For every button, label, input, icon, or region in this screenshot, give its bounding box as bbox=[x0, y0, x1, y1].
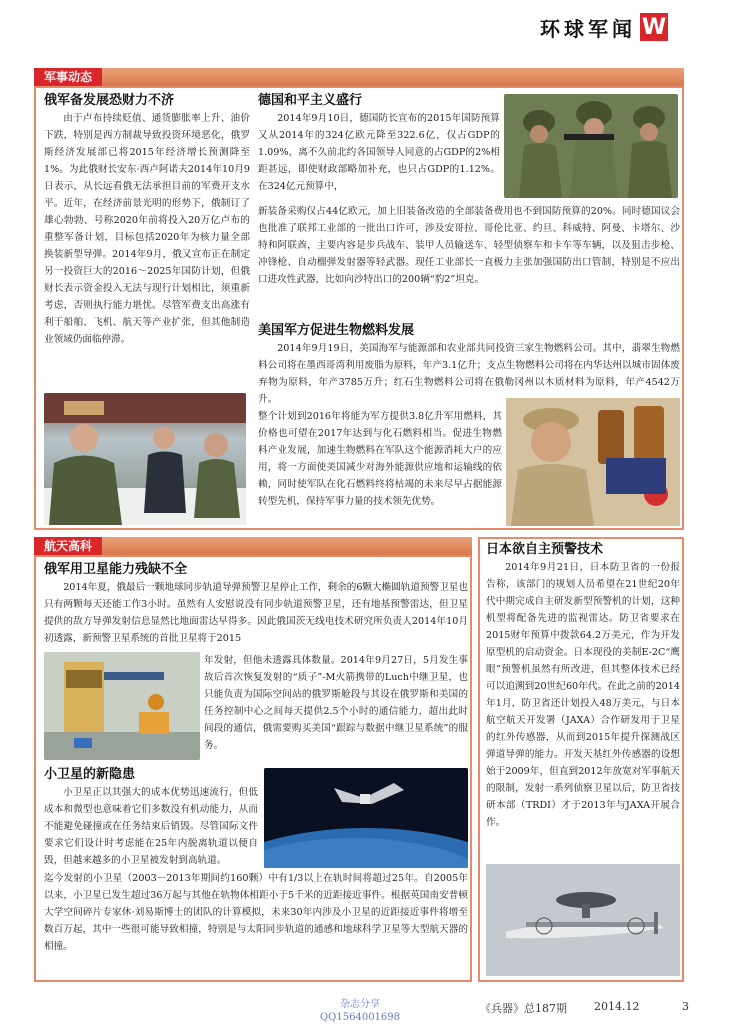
germany-article-body-full: 新装备采购仅占44亿欧元，加上旧装备改造的全部装备费用也不到国防预算的20%。同时德国议会也批准了联邦工业部的一批出口许可，涉及安哥拉、哥伦比亚、约旦、科威特、阿曼、卡塔尔、沙特和阿联酋，主要内容是步兵战车、装甲人员输送车、轻型侦察车和卡车等车辆，以及狙击步枪、冲锋枪、自动榴弹发射器等轻武器。现任工业部长一直极力主张加强国防出口管制，特别是不应出口进攻性武器，比如向沙特出口的200辆“豹2”坦克。 bbox=[258, 206, 680, 285]
germany-article-body-top: 2014年9月10日，德国防长宣布的2015年国防预算又从2014年的324亿欧元降至322.6亿，仅占GDP的1.09%，离不久前北约各国领导人同意的占GDP的2%相距甚远，即使财政部略加补充，也只占GDP的1.12%。在324亿元预算中， bbox=[258, 113, 500, 192]
biofuel-article-body-narrow: 整个计划到2016年将能为军方提供3.8亿升军用燃料，其价格也可望在2017年达到与化石燃料相当。促进生物燃料产业发展，加速生物燃料在军队这个能源消耗大户的应用，将一方面使美国减少对海外能源供应地和运输线的依赖，同时使军队在化石燃料终将枯竭的未来尽早占据能源转型先机，保持军事力量的技术领先优势。 bbox=[258, 411, 502, 507]
e2c-hawkeye-aircraft-photo bbox=[486, 864, 680, 976]
space-section-bar bbox=[34, 537, 472, 555]
smallsat-article-body-narrow: 小卫星正以其强大的成本优势迅速流行，但低成本和微型也意味着它们多数没有机动能力，从而不能避免碰撞或在任务结束后销毁。尽管国际文件要求它们设计时考虑能在25年内脱离轨道以便自毁，但越来越多的小卫星被发射到高轨道。 bbox=[44, 787, 258, 866]
column-title: 环球军闻 bbox=[540, 16, 636, 41]
watermark-line-2: QQ1564001698 bbox=[319, 1012, 401, 1023]
navy-officer-biofuel-photo bbox=[506, 398, 680, 526]
satellite-article-title: 俄军用卫星能力残缺不全 bbox=[44, 562, 188, 577]
column-logo: W bbox=[641, 14, 667, 40]
russia-article-body: 由于卢布持续贬值、通货膨胀率上升、油价下跌，特别是西方制裁导致投资环境恶化，俄罗斯经济发展部已将2015年经济增长预测降至1%。为此俄财长安东·西卢阿诺夫2014年10月9日表示，从长远看俄无法承担目前的军费开支水平。近年，在经济前景光明的形势下，俄制订了雄心勃勃、号称2020年前将投入20万亿卢布的重整军备计划，目标包括2020年为核力量全部换装新型导弹。2014年9月，俄又宣布正在制定另一投资巨大的2016～2025年国防计划，但俄财长表示资金投入无法与现行计划相比，须重新考虑，否则执行能力堪忧。尽管军费支出高涨有利于船舶、飞机、航天等产业扩张，但其他制造业领域仍面临停滞。 bbox=[44, 113, 250, 345]
germany-article-title: 德国和平主义盛行 bbox=[258, 93, 363, 108]
german-soldiers-photo bbox=[504, 94, 678, 198]
japan-article-body: 2014年9月21日，日本防卫省的一份报告称，该部门的规划人员希望在21世纪20年代中期完成自主研发新型预警机的计划，这种机型将配备先进的监视雷达。防卫省要求在2015财年预算中拨款64.2万美元，作为开发原型机的启动资金。日本现役的美制E-2C“鹰眼”预警机虽然有所改进，但其整体技术已经可以追溯到20世纪60年代。在此之前的2014年1月，防卫省还计划投入48万美元，与日本航空航天开发署（JAXA）合作研发用于卫星的红外传感器，从而到2015年提升探测战区弹道导弹的能力。开发天基红外传感器的设想始于2009年，但直到2012年放宽对军事航天的限制，发射一系列侦察卫星以后，防卫省技研本部（TRDI）才于2013年与JAXA开展合作。 bbox=[486, 562, 680, 828]
issue-date: 2014.12 bbox=[594, 1000, 640, 1013]
smallsat-article-title: 小卫星的新隐患 bbox=[44, 767, 136, 782]
biofuel-article-title: 美国军方促进生物燃料发展 bbox=[258, 323, 415, 338]
earth-orbit-satellite-photo bbox=[264, 768, 468, 868]
magazine-header bbox=[540, 12, 720, 42]
magazine-issue: 《兵器》总187期 bbox=[480, 1002, 567, 1015]
watermark-line-1: 杂志分享 bbox=[340, 999, 380, 1010]
space-section-label: 航天高科 bbox=[34, 537, 102, 555]
biofuel-article-body-full: 2014年9月19日，美国海军与能源部和农业部共同投资三家生物燃料公司。其中，翡翠生物燃料公司将在墨西哥湾利用废脂为原料，年产3.1亿升；支点生物燃料公司将在内华达州以城市固体废弃物为原料，年产3785万升；红石生物燃料公司将在俄勒冈州以木质材料为原料，年产4542万升。 bbox=[258, 343, 680, 405]
satellite-article-body-top: 2014年夏，俄最后一颗地球同步轨道导弹预警卫星停止工作，剩余的6颗大椭圆轨道预警卫星也只有两颗每天还能工作3小时。虽然有人安慰说没有同步轨道预警卫星，还有地基预警雷达，但卫星提供的敌方导弹发射信息显然比地面雷达早得多。因此俄国茨无线电技术研究所负责人2014年10月初透露，新预警卫星系统的首批卫星将于2015 bbox=[44, 582, 468, 644]
satellite-assembly-photo bbox=[44, 652, 200, 760]
watermark bbox=[300, 998, 420, 1024]
military-section-bar bbox=[34, 68, 684, 86]
smallsat-article-body-full: 迄今发射的小卫星（2003－2013年期间约160颗）中有1/3以上在轨时间将超过25年。自2005年以来，小卫星已发生超过36万起与其他在轨物体相距小于5千米的近距接近事件。根据英国南安普顿大学空间碎片专家休·刘易斯博士的团队的计算模拟，未来30年内涉及小卫星的近距接近事件将增至数百万起，其中一些很可能导致相撞，特别是与太阳同步轨道的通感和地球科学卫星等大型航天器的相撞。 bbox=[44, 873, 468, 952]
satellite-article-body-side: 年发射，但他未透露具体数量。2014年9月27日，5月发生事故后首次恢复发射的“质子”-M火箭携带的Luch中继卫星，也只能负责为国际空间站的俄罗斯舱段与其设在俄罗斯和美国的任务控制中心之间每天提供2.5个小时的通信能力，超出此时间段的通信，俄需要购买美国“跟踪与数据中继卫星系统”的服务。 bbox=[204, 655, 468, 751]
military-section-label: 军事动态 bbox=[34, 68, 102, 86]
page-number: 3 bbox=[682, 1000, 689, 1013]
russia-article-title: 俄军备发展恐财力不济 bbox=[44, 93, 175, 108]
russian-officials-photo bbox=[44, 393, 246, 525]
japan-article-title: 日本欲自主预警技术 bbox=[486, 542, 604, 557]
